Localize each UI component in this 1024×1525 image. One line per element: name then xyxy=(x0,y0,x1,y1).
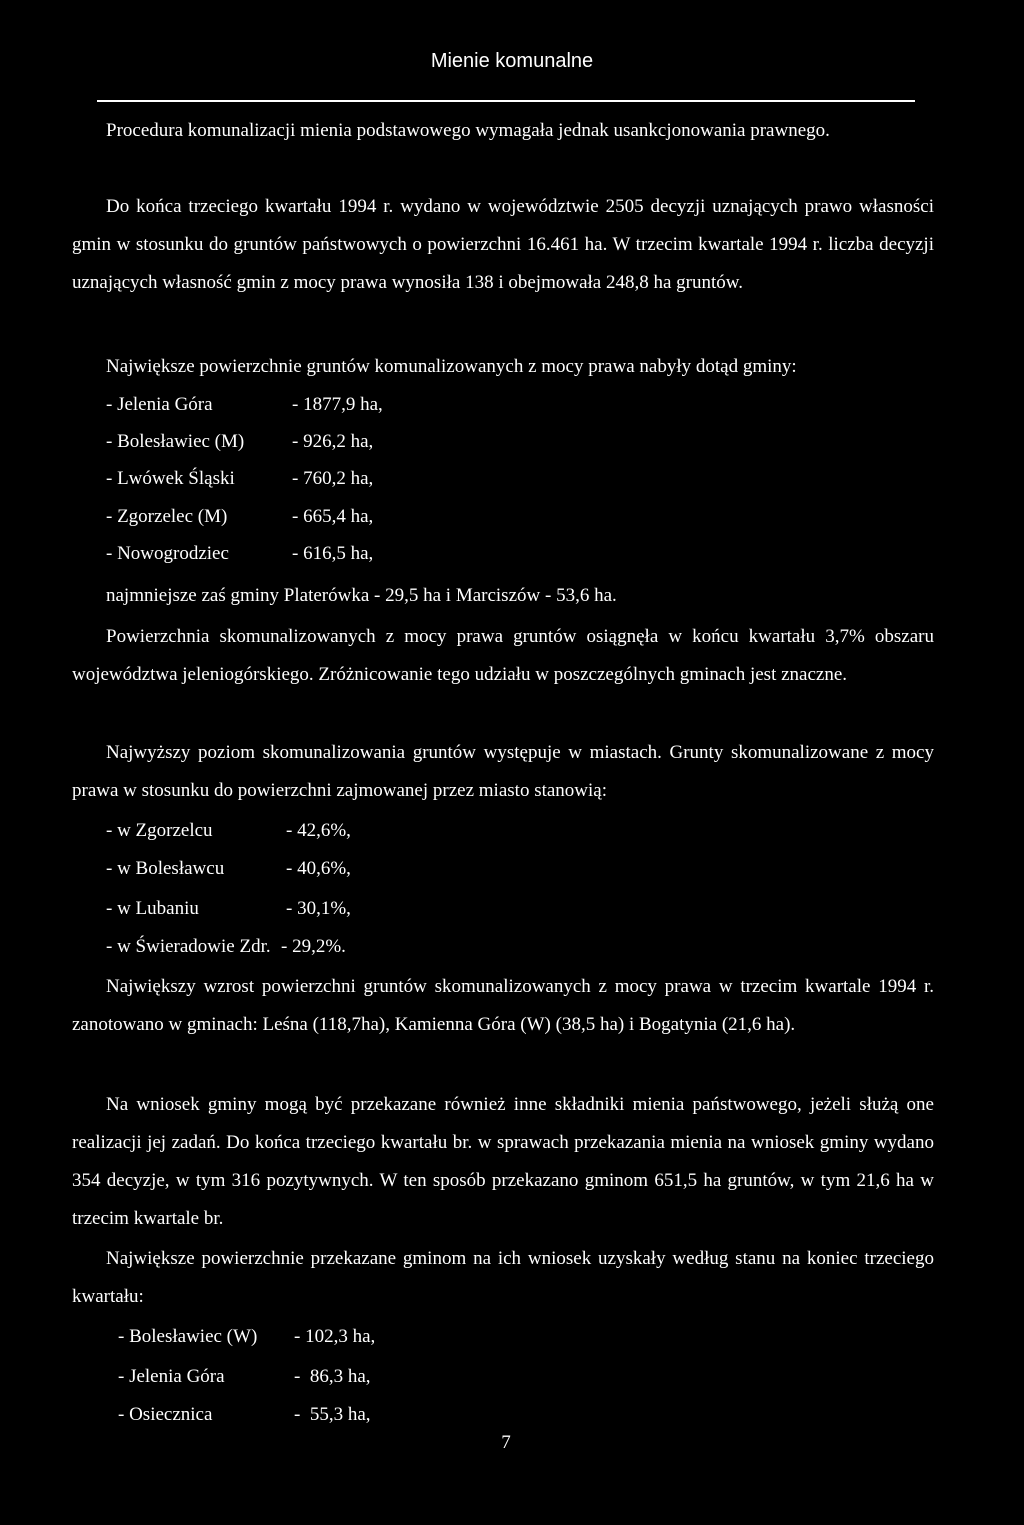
page-number: 7 xyxy=(501,1432,511,1453)
paragraph-largest-transferred-intro: Największe powierzchnie przekazane gminom na ich wniosek uzyskały według stanu na koniec trzeciego kwartału: xyxy=(72,1248,934,1307)
list-item-name: - w Świeradowie Zdr. xyxy=(106,936,271,957)
paragraph-procedure: Procedura komunalizacji mienia podstawowego wymagała jednak usankcjonowania prawnego. xyxy=(106,120,830,141)
paragraph-share: Powierzchnia skomunalizowanych z mocy prawa gruntów osiągnęła w końcu kwartału 3,7% obszaru województwa jeleniogórskiego. Zróżnicowanie tego udziału w poszczególnych gminach jest znaczne. xyxy=(72,626,934,685)
list-item-value: - 665,4 ha, xyxy=(292,506,374,527)
list-item-value: - 29,2%. xyxy=(281,936,346,957)
list-item-value: - 55,3 ha, xyxy=(294,1404,371,1425)
list-item-value: - 1877,9 ha, xyxy=(292,394,383,415)
list-item-name: - Bolesławiec (M) xyxy=(106,431,245,452)
list-item-value: - 926,2 ha, xyxy=(292,431,374,452)
list-item-value: - 616,5 ha, xyxy=(292,543,374,564)
paragraph-decisions: Do końca trzeciego kwartału 1994 r. wydano w województwie 2505 decyzji uznających prawo własności gmin w stosunku do gruntów państwowych o powierzchni 16.461 ha. W trzecim kwartale 1994 r. liczba decyzji uznających własność gmin z mocy prawa wynosiła 138 i obejmowała 248,8 ha gruntów. xyxy=(72,196,934,293)
list-item-value: - 102,3 ha, xyxy=(294,1326,376,1347)
paragraph-smallest-areas: najmniejsze zaś gminy Platerówka - 29,5 ha i Marciszów - 53,6 ha. xyxy=(106,585,617,606)
paragraph-cities: Najwyższy poziom skomunalizowania gruntów występuje w miastach. Grunty skomunalizowane z mocy prawa w stosunku do powierzchni zajmowanej przez miasto stanowią: xyxy=(72,742,934,801)
list-item-value: - 42,6%, xyxy=(286,820,351,841)
list-item-name: - Osiecznica xyxy=(118,1404,213,1425)
list-item-name: - Bolesławiec (W) xyxy=(118,1326,258,1347)
list-item-name: - w Bolesławcu xyxy=(106,858,225,879)
list-item-value: - 760,2 ha, xyxy=(292,468,374,489)
header-rule xyxy=(97,100,915,102)
page-header: Mienie komunalne xyxy=(430,50,594,72)
list-item-name: - Nowogrodziec xyxy=(106,543,229,564)
paragraph-largest-areas-intro: Największe powierzchnie gruntów komunalizowanych z mocy prawa nabyły dotąd gminy: xyxy=(106,356,797,377)
paragraph-transfer-on-request: Na wniosek gminy mogą być przekazane również inne składniki mienia państwowego, jeżeli służą one realizacji jej zadań. Do końca trzeciego kwartału br. w sprawach przekazania mienia na wniosek gminy wydano 354 decyzje, w tym 316 pozytywnych. W ten sposób przekazano gminom 651,5 ha gruntów, w tym 21,6 ha w trzecim kwartale br. xyxy=(72,1094,934,1229)
list-item-name: - w Lubaniu xyxy=(106,898,199,919)
list-item-name: - Jelenia Góra xyxy=(106,394,213,415)
list-item-value: - 30,1%, xyxy=(286,898,351,919)
list-item-name: - w Zgorzelcu xyxy=(106,820,213,841)
list-item-value: - 40,6%, xyxy=(286,858,351,879)
list-item-name: - Jelenia Góra xyxy=(118,1366,225,1387)
list-item-value: - 86,3 ha, xyxy=(294,1366,371,1387)
paragraph-largest-growth: Największy wzrost powierzchni gruntów skomunalizowanych z mocy prawa w trzecim kwartale 1994 r. zanotowano w gminach: Leśna (118,7ha), Kamienna Góra (W) (38,5 ha) i Bogatynia (21,6 ha). xyxy=(72,976,934,1035)
list-item-name: - Lwówek Śląski xyxy=(106,468,235,489)
list-item-name: - Zgorzelec (M) xyxy=(106,506,228,527)
